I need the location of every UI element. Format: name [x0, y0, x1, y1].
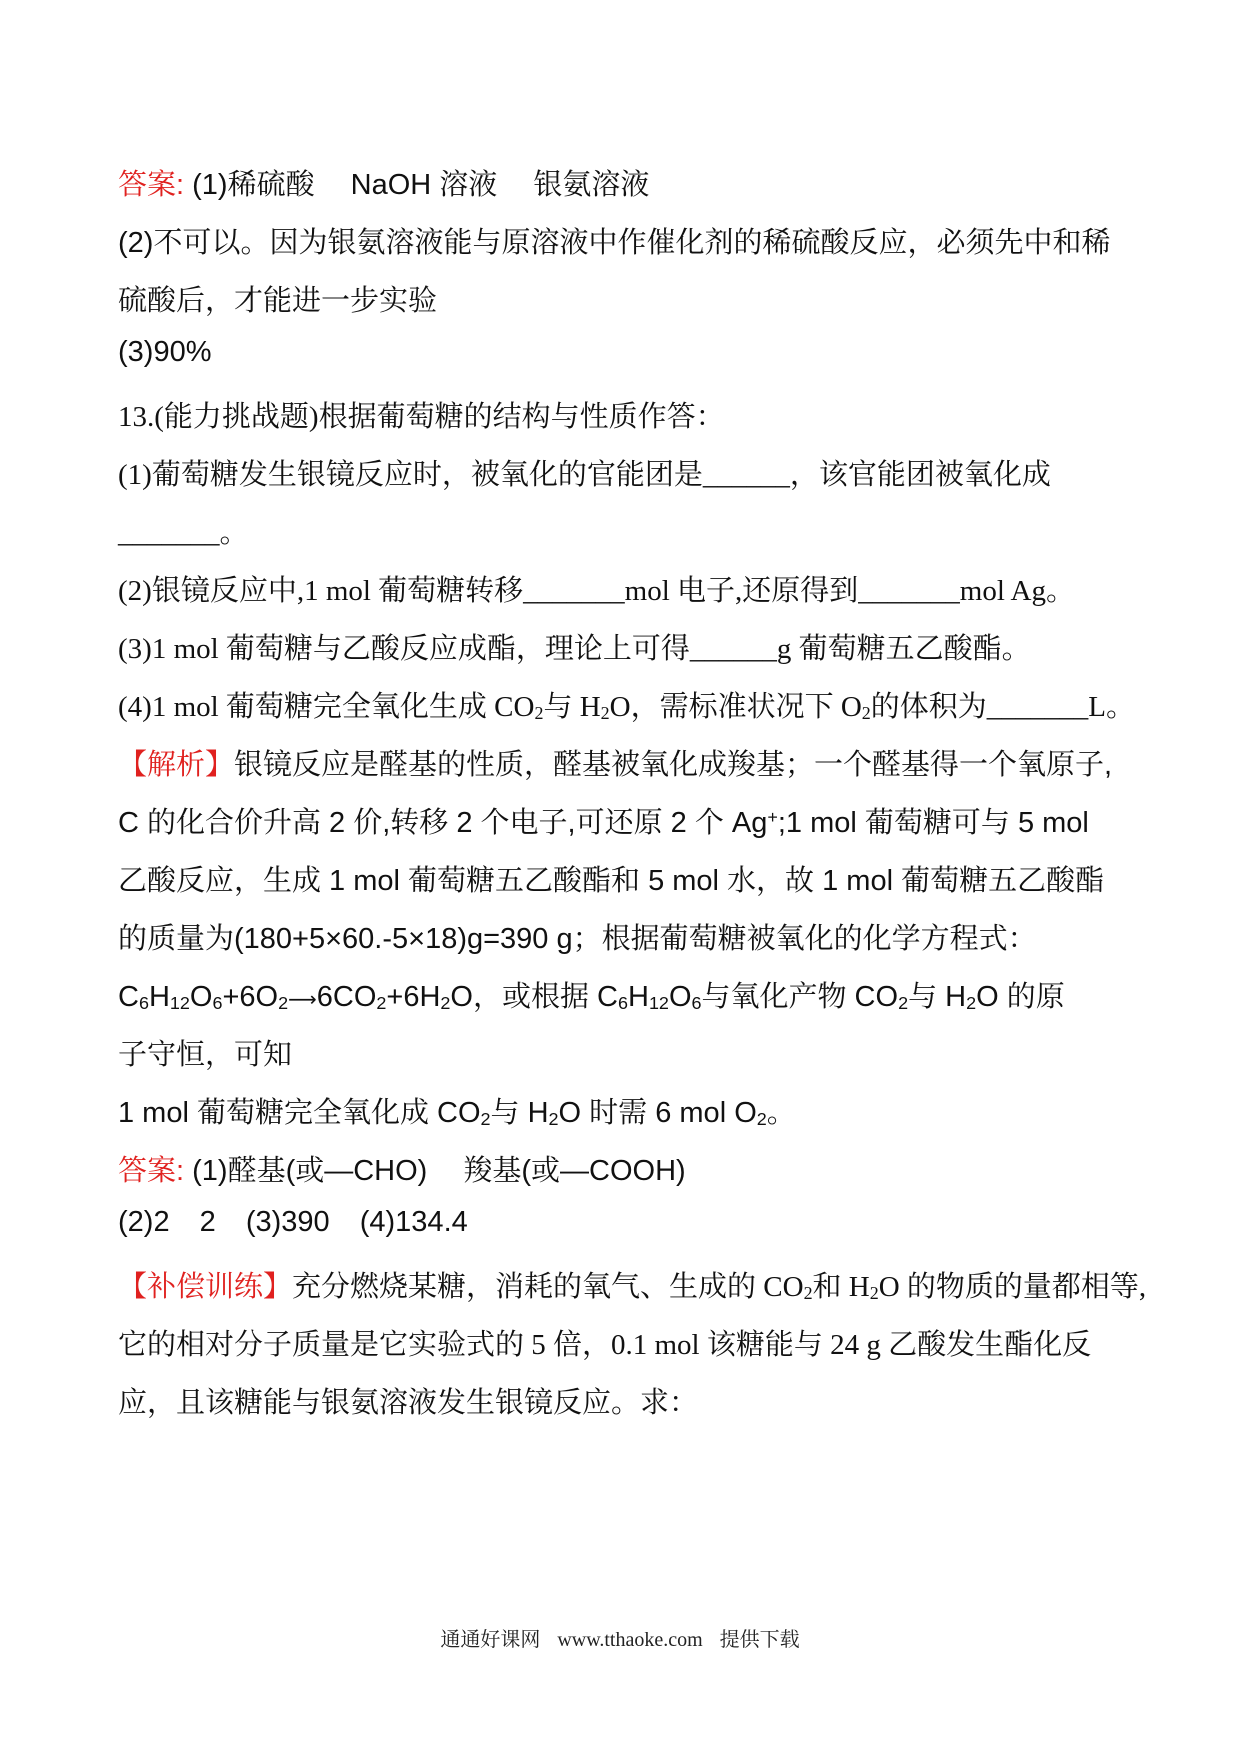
subscript: 2	[803, 1283, 813, 1304]
analysis-equation-line	[118, 974, 1128, 1015]
supplement-line-2: 它的相对分子质量是它实验式的 5 倍，0.1 mol 该糖能与 24 g 乙酸发生酯化反	[118, 1329, 1092, 1361]
supplement-line-3: 应，且该糖能与银氨溶液发生银镜反应。求：	[118, 1387, 699, 1419]
formula-text: 6CO	[316, 981, 377, 1013]
question-13-part-2: (2)银镜反应中,1 mol 葡萄糖转移_______mol 电子,还原得到_______mol Ag。	[118, 575, 1076, 607]
formula-text: O，或根据 C	[450, 981, 618, 1013]
analysis-line-3: 乙酸反应，生成 1 mol 葡萄糖五乙酸酯和 5 mol 水，故 1 mol 葡萄糖五乙酸酯	[118, 865, 1105, 897]
analysis-text: ;1 mol 葡萄糖可与 5 mol	[777, 807, 1089, 839]
answer-13-4: (4)134.4	[359, 1206, 468, 1238]
analysis-line-1	[118, 742, 1128, 783]
subscript: 2	[756, 1109, 767, 1130]
subscript: 2	[600, 703, 610, 724]
analysis-line-4: 的质量为(180+5×60.-5×18)g=390 g；根据葡萄糖被氧化的化学方程式：	[118, 923, 1037, 955]
analysis-line-6: 子守恒，可知	[118, 1039, 293, 1071]
subscript: 2	[548, 1109, 559, 1130]
subscript: 2	[869, 1283, 879, 1304]
answer-3: (3)90%	[118, 336, 212, 368]
page-footer	[0, 1623, 1240, 1652]
footer-note: 提供下载	[719, 1629, 800, 1651]
answer-label: 答案:	[118, 169, 185, 201]
subscript: 2	[966, 993, 977, 1014]
formula-text: H	[148, 981, 170, 1013]
answer-1c: 银氨溶液	[533, 169, 650, 201]
subscript: 2	[861, 703, 871, 724]
supplement-label: 【补偿训练】	[118, 1271, 293, 1303]
analysis-text: 1 mol 葡萄糖完全氧化成 CO	[118, 1097, 481, 1129]
footer-site-name: 通通好课网	[440, 1629, 541, 1651]
question-13-part-3: (3)1 mol 葡萄糖与乙酸反应成酯，理论上可得______g 葡萄糖五乙酸酯。	[118, 633, 1031, 665]
p4-text-b: 与 H	[543, 691, 601, 723]
answer-1: (1)稀硫酸	[192, 169, 315, 201]
answer-13-line-2	[118, 1206, 1128, 1239]
subscript: 12	[169, 993, 190, 1014]
answer-13-1: (1)醛基(或—CHO)	[192, 1155, 428, 1187]
answer-13-2b: 2	[199, 1206, 216, 1238]
subscript: 2	[898, 993, 909, 1014]
subscript: 2	[440, 993, 451, 1014]
analysis-line-2	[118, 800, 1128, 841]
answer-line-1	[118, 162, 1128, 203]
subscript: 6	[212, 993, 223, 1014]
formula-text: +6O	[222, 981, 279, 1013]
question-13-part-4	[118, 684, 1135, 725]
supplement-text: 充分燃烧某糖，消耗的氧气、生成的 CO	[292, 1271, 804, 1303]
subscript: 2	[278, 993, 289, 1014]
reaction-arrow: ⟶	[288, 989, 317, 1011]
formula-text: +6H	[386, 981, 441, 1013]
supplement-text: 和 H	[812, 1271, 870, 1303]
analysis-text: O 时需 6 mol O	[558, 1097, 757, 1129]
question-13-part-1-line-2: _______。	[118, 517, 249, 549]
analysis-text: 银镜反应是醛基的性质，醛基被氧化成羧基；一个醛基得一个氧原子,	[234, 749, 1113, 781]
formula-text: 与氧化产物 CO	[701, 981, 899, 1013]
answer-13-1b: 羧基(或—COOH)	[463, 1155, 686, 1187]
subscript: 6	[617, 993, 628, 1014]
answer-label: 答案:	[118, 1155, 185, 1187]
formula-text: 与 H	[908, 981, 967, 1013]
analysis-text: 。	[766, 1097, 796, 1129]
analysis-text: C 的化合价升高 2 价,转移 2 个电子,可还原 2 个 Ag	[118, 807, 768, 839]
footer-url[interactable]: www.tthaoke.com	[557, 1629, 703, 1651]
answer-2-line-2: 硫酸后，才能进一步实验	[118, 285, 438, 317]
supplement-text: O 的物质的量都相等,	[878, 1271, 1147, 1303]
subscript: 6	[691, 993, 702, 1014]
subscript: 12	[648, 993, 669, 1014]
answer-13-2: (2)2	[118, 1206, 170, 1238]
p4-text-c: O，需标准状况下 O	[609, 691, 862, 723]
subscript: 2	[534, 703, 544, 724]
formula-text: O	[668, 981, 692, 1013]
formula-text: C	[118, 981, 139, 1013]
question-13-title: 13.(能力挑战题)根据葡萄糖的结构与性质作答：	[118, 401, 725, 433]
subscript: 2	[376, 993, 387, 1014]
answer-2-line-1: (2)不可以。因为银氨溶液能与原溶液中作催化剂的稀硫酸反应，必须先中和稀	[118, 227, 1111, 259]
subscript: 6	[138, 993, 149, 1014]
answer-1b: NaOH 溶液	[350, 169, 498, 201]
formula-text: O	[189, 981, 213, 1013]
formula-text: H	[627, 981, 649, 1013]
subscript: 2	[480, 1109, 491, 1130]
analysis-label: 【解析】	[118, 749, 235, 781]
answer-13-3: (3)390	[245, 1206, 330, 1238]
p4-text-d: 的体积为_______L。	[870, 691, 1135, 723]
question-13-part-1-line-1: (1)葡萄糖发生银镜反应时，被氧化的官能团是______，该官能团被氧化成	[118, 459, 1051, 491]
p4-text-a: (4)1 mol 葡萄糖完全氧化生成 CO	[118, 691, 535, 723]
answer-13-line-1	[118, 1148, 1128, 1189]
analysis-line-7	[118, 1090, 1128, 1131]
formula-text: O 的原	[976, 981, 1065, 1013]
analysis-text: 与 H	[490, 1097, 549, 1129]
supplement-line-1	[118, 1264, 1147, 1305]
superscript: +	[767, 807, 778, 828]
